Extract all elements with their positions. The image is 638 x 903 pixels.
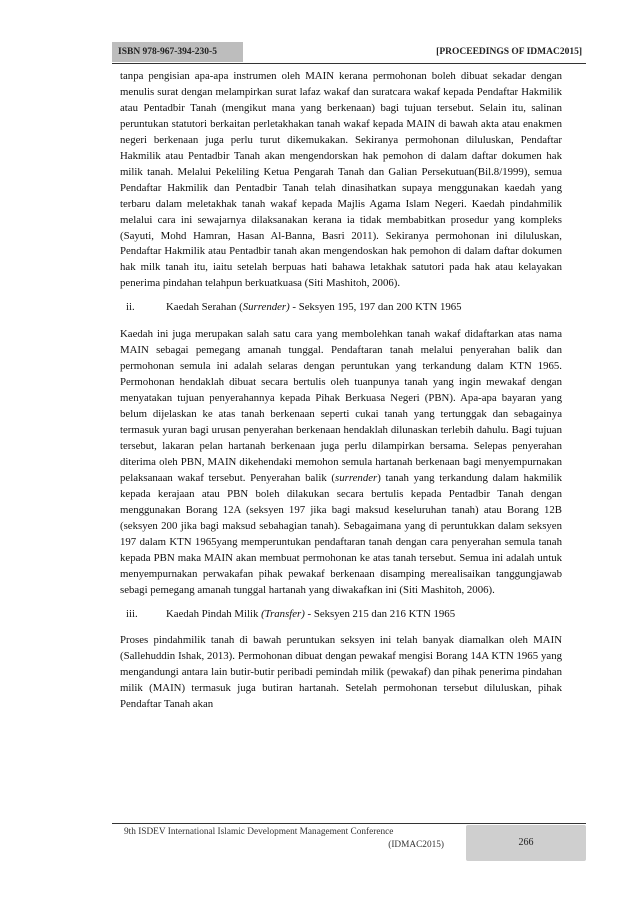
paragraph-3: Proses pindahmilik tanah di bawah peruntukan seksyen ini telah banyak diamalkan oleh MAIN (Sallehuddin Ishak, 2013). Permohonan dibuat dengan pewakaf mengisi Borang 14A KTN 1965 yang mengandungi antara lain butir-butir peribadi pemindah milik (pewakaf) dan pihak penerima pindahan milik (MAIN) termasuk juga butiran hartanah. Setelah permohonan tersebut diluluskan, pihak Pendaftar Tanah akan <box>120 634 562 711</box>
paragraph-1: tanpa pengisian apa-apa instrumen oleh MAIN kerana permohonan boleh dibuat sekadar dengan menulis surat dengan melampirkan surat lafaz wakaf dan suratcara wakaf kepada Pendaftar Hakmilik atau Pentadbir Tanah (mengikut mana yang berkenaan) bagi tujuan tersebut. Selain itu, salinan peruntukan statutori berkaitan perletakhakan tanah wakaf kepada MAIN di bawah akta atau enakmen negeri berkenaan juga perlu turut dikemukakan. Sekiranya permohonan diluluskan, Pendaftar Hakmilik atau Pentadbir Tanah akan mengendorskan hak pemohon di dalam daftar dokumen hak milik tanah. Melalui Pekeliling Ketua Pengarah Tanah dan Galian Persekutuan(Bil.8/1999), semua Pendaftar Hakmilik dan Pentadbir Tanah telah dinasihatkan supaya menggunakan kaedah yang terbaru dalam meletakhak tanah wakaf kepada Majlis Agama Islam Negeri. Kaedah pindahmilik melalui cara ini sewajarnya dilaksanakan kerana ia tidak membabitkan prosedur yang kompleks (Sayuti, Mohd Hamran, Hasan Al-Banna, Basri 2011). Sekiranya permohonan ini diluluskan, Pendaftar Hakmilik atau Pentadbir tanah akan mengendoskan hak pemohon di dalam daftar dokumen hak milk tanah itu, iaitu setelah berpuas hati bahawa letakhak satutori pada hak atau kelayakan penerima pindahan telahpun berkuatkuasa (Siti Mashitoh, 2006). <box>120 70 562 290</box>
subheading-title-post: - Seksyen 215 dan 216 KTN 1965 <box>304 607 456 620</box>
subheading-title-pre: Kaedah Serahan ( <box>166 301 243 314</box>
page-header <box>112 42 586 62</box>
subheading-title-post: - Seksyen 195, 197 dan 200 KTN 1965 <box>289 301 462 314</box>
subheading-title <box>166 300 462 316</box>
subheading-iii <box>126 607 562 623</box>
footer-conference: 9th ISDEV International Islamic Development Management Conference <box>124 827 394 837</box>
header-divider <box>112 63 586 64</box>
footer-divider <box>112 823 586 824</box>
subheading-number: ii. <box>126 301 135 314</box>
footer-conference-code: (IDMAC2015) <box>388 840 444 850</box>
paragraph-2-part-b: ) tanah yang terkandung dalam hakmilik kepada kerajaan atau PBN boleh dilakukan secara bertulis kepada Pentadbir Tanah dengan menggunakan Borang 12A (seksyen 197 jika bagi maksud keseluruhan tanah) atau Borang 12B (seksyen 200 jika bagi maksud sebahagian tanah). Sebagaimana yang di peruntukkan dalam seksyen 197 dalam KTN 1965yang memperuntukan pendaftaran tanah dengan cara penyerahan semula tanah kepada PBN maka MAIN akan membuat permohonan ke atas tanah tersebut. Semua ini adalah untuk menyempurnakan perwakafan pihak pewakaf berkenaan disamping merealisaikan tanggungjawab sebagi pemegang amanah tunggal hartanah yang diwakafkan ini (Siti Mashitoh, 2006). <box>120 471 562 596</box>
page-number: 266 <box>466 825 586 861</box>
subheading-title <box>166 607 455 623</box>
paragraph-2-part-a: Kaedah ini juga merupakan salah satu cara yang membolehkan tanah wakaf didaftarkan atas nama MAIN sebagai pemegang amanah tunggal. Pendaftaran tanah melalui penyerahan balik dan permohonan semula ini adalah selaras dengan peruntukan yang terkandung dalam KTN 1965. Permohonan hendaklah dibuat secara bertulis oleh tuanpunya tanah yang ingin mewakaf dengan menyatakan tujuan penyerahannya kepada Pihak Berkuasa Negeri (PBN). Apa-apa bayaran yang belum dijelaskan ke atas tanah berkenaan seperti cukai tanah yang tertunggak dan sebagainya termasuk yuran bagi urusan penyerahan berkenaan hendaklah dilunaskan terlebih dahulu. Bagi tujuan tersebut, lakaran pelan hartanah berkenaan juga perlu dilampirkan bersama. Selepas penyerahan diterima oleh PBN, MAIN dikehendaki memohon semula hartanah berkenaan bagi menyempurnakan pelaksanaan wakaf tersebut. Penyerahan balik ( <box>120 328 562 484</box>
subheading-ii <box>126 300 562 316</box>
subheading-title-emphasis: (Transfer) <box>261 607 305 620</box>
body-text <box>120 69 562 713</box>
paragraph-2-emphasis: surrender <box>335 471 378 484</box>
isbn-label: ISBN 978-967-394-230-5 <box>112 42 243 62</box>
subheading-number: iii. <box>126 607 138 620</box>
paragraph-2 <box>120 327 562 598</box>
subheading-title-pre: Kaedah Pindah Milik <box>166 607 262 620</box>
page-footer <box>112 826 444 852</box>
subheading-title-emphasis: Surrender) <box>242 301 290 314</box>
proceedings-label: [PROCEEDINGS OF IDMAC2015] <box>436 47 582 57</box>
